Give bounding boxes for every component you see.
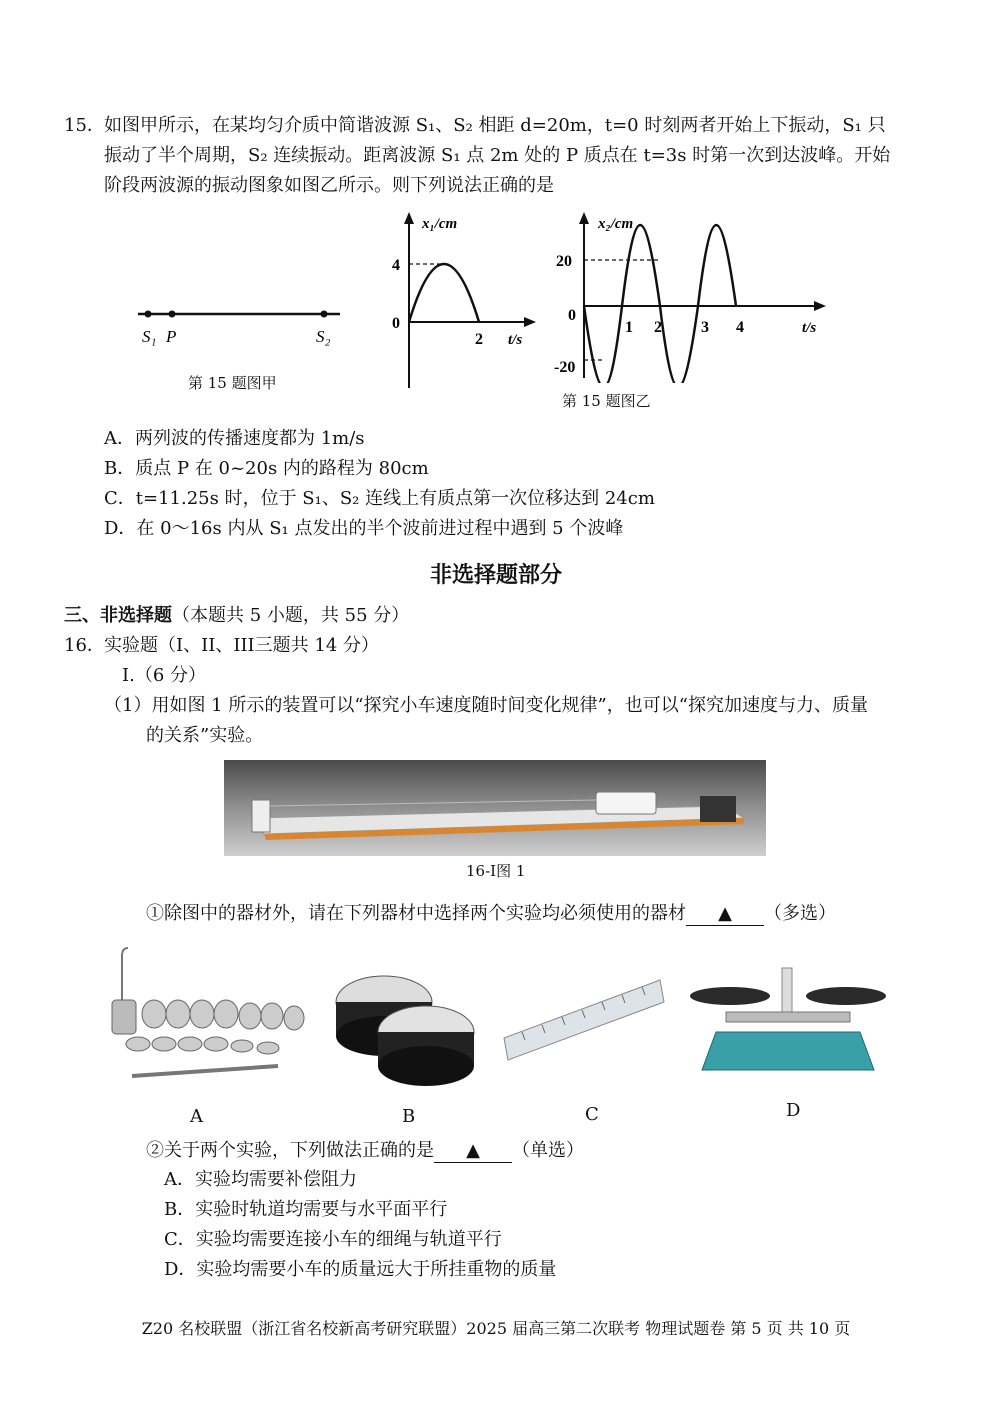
part3-heading: 三、非选择题 (64, 605, 172, 626)
label-s1: S₁ (142, 327, 157, 346)
graph-x2-tick-3: 3 (701, 319, 709, 336)
pulley-stand (252, 800, 270, 832)
graph-x2-tick-20: 20 (556, 253, 572, 270)
balance-beam (726, 1012, 850, 1022)
graph-x1-y-arrow (404, 212, 414, 224)
fig1-caption: 16-I图 1 (466, 862, 526, 880)
graph-x2-tick-0: 0 (568, 307, 576, 324)
graph-x2-x-arrow (814, 301, 826, 311)
fig-yi-caption: 第 15 题图乙 (562, 392, 651, 410)
label-s2: S₂ (316, 327, 331, 346)
q1-suffix: （多选） (764, 903, 836, 924)
q16-q1 (146, 899, 836, 929)
graph-x1-tick-4: 4 (392, 257, 400, 274)
q2-suffix: （单选） (512, 1140, 584, 1161)
graph-x2-tick-2: 2 (654, 319, 662, 336)
balance-pointer (782, 968, 792, 1016)
cart (596, 792, 656, 814)
fig-jia (130, 296, 360, 356)
q2-option-c: C．实验均需要连接小车的细绳与轨道平行 (164, 1229, 502, 1250)
weight-hanger (132, 1066, 278, 1076)
balance-base (702, 1032, 874, 1070)
q2-option-d: D．实验均需要小车的质量远大于所挂重物的质量 (164, 1259, 557, 1280)
q1-text: ①除图中的器材外，请在下列器材中选择两个实验均必须使用的器材 (146, 903, 686, 924)
track-apparatus-photo (224, 760, 766, 856)
graph-x2-xlabel: t/s (802, 320, 817, 336)
part3-note: （本题共 5 小题，共 55 分） (172, 605, 410, 626)
balance-right-pan (806, 987, 886, 1005)
graph-x1-tick-2: 2 (475, 331, 483, 348)
q15-stem-line1: 如图甲所示，在某均匀介质中简谐波源 S₁、S₂ 相距 d=20m，t=0 时刻两者开始上下振动，S₁ 只 (104, 115, 886, 136)
q15-option-c: C．t=11.25s 时，位于 S₁、S₂ 连线上有质点第一次位移达到 24cm (104, 488, 655, 509)
graph-x1-ylabel: x₁/cm (422, 216, 458, 232)
slotted-masses-image (322, 946, 482, 1092)
equipment-label-a: A (190, 1106, 203, 1127)
page-footer: Z20 名校联盟（浙江省名校新高考研究联盟）2025 届高三第二次联考 物理试题卷 第 5 页 共 10 页 (141, 1319, 851, 1338)
q1-answer-blank: ▲ (686, 903, 764, 926)
q16-part-i: I.（6 分） (122, 665, 207, 686)
q15-number: 15． (64, 115, 105, 136)
graph-x2-tick-4: 4 (736, 319, 744, 336)
balance-scale-image (686, 962, 890, 1074)
fig-jia-caption: 第 15 题图甲 (188, 374, 277, 392)
point-p (169, 311, 176, 318)
graph-x1-x-arrow (524, 317, 536, 327)
q2-option-a: A．实验均需要补偿阻力 (164, 1169, 357, 1190)
q2-text: ②关于两个实验，下列做法正确的是 (146, 1140, 434, 1161)
q15-option-d: D．在 0～16s 内从 S₁ 点发出的半个波前进过程中遇到 5 个波峰 (104, 518, 624, 539)
graph-x2-tick-m20: -20 (554, 359, 576, 376)
graph-x1-curve (409, 264, 479, 322)
timer-device (700, 796, 736, 822)
point-s2 (321, 311, 328, 318)
point-s1 (145, 311, 152, 318)
ruler-body (504, 980, 664, 1060)
q15-option-b: B．质点 P 在 0~20s 内的路程为 80cm (104, 458, 429, 479)
graph-x2-ylabel: x₂/cm (598, 216, 634, 232)
balance-left-pan (690, 987, 770, 1005)
graph-x2 (548, 208, 838, 383)
q16-number: 16． (64, 635, 105, 656)
graph-x1 (380, 208, 540, 393)
q15-stem-line2: 振动了半个周期，S₂ 连续振动。距离波源 S₁ 点 2m 处的 P 质点在 t=3s 时第一次到达波峰。开始 (104, 145, 891, 166)
mass-2-bottom (378, 1046, 474, 1086)
graph-x1-tick-0: 0 (392, 315, 400, 332)
graph-x2-y-arrow (579, 212, 589, 224)
graph-x2-curve (584, 225, 736, 383)
q15-stem-line3: 阶段两波源的振动图象如图乙所示。则下列说法正确的是 (104, 175, 554, 196)
q16-sub1-line1: （1）用如图 1 所示的装置可以“探究小车速度随时间变化规律”，也可以“探究加速度与力、质量 (104, 695, 868, 716)
hook-weights-image (108, 944, 308, 1090)
q2-option-b: B．实验时轨道均需要与水平面平行 (164, 1199, 448, 1220)
label-p: P (166, 327, 177, 346)
equipment-label-c: C (585, 1104, 599, 1125)
q16-sub1-line2: 的关系”实验。 (146, 725, 264, 746)
q15-option-a: A．两列波的传播速度都为 1m/s (104, 428, 365, 449)
equipment-label-b: B (402, 1106, 416, 1127)
section-title: 非选择题部分 (429, 562, 562, 588)
q16-title: 实验题（I、II、III三题共 14 分） (104, 635, 380, 656)
graph-x1-xlabel: t/s (508, 332, 523, 348)
q16-q2 (146, 1136, 584, 1166)
weight-hook (122, 948, 128, 1002)
part3-line (64, 601, 409, 631)
ruler-image (502, 974, 666, 1066)
equipment-label-d: D (786, 1100, 801, 1121)
graph-x2-tick-1: 1 (625, 319, 633, 336)
q2-answer-blank: ▲ (434, 1140, 512, 1163)
weight-stack (112, 1000, 136, 1034)
